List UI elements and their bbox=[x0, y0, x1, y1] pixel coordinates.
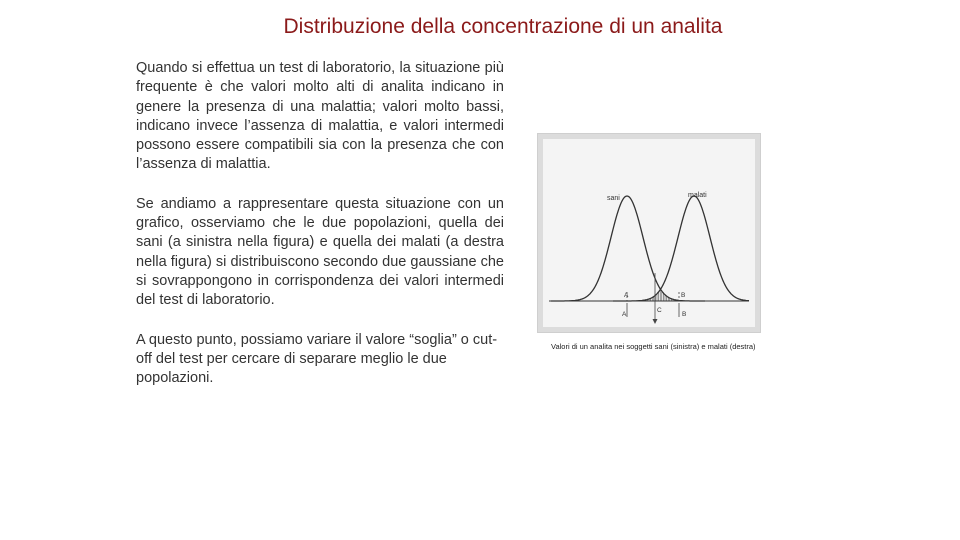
figure-frame bbox=[537, 133, 761, 333]
paragraph-cutoff: A questo punto, possiamo variare il valore “soglia” o cut-off del test per cercare di separare meglio le due popolazioni. bbox=[136, 331, 498, 387]
label-b-upper: B bbox=[681, 292, 686, 299]
gaussian-curves-svg bbox=[543, 139, 755, 327]
paragraph-intro: Quando si effettua un test di laboratorio, la situazione più frequente è che valori molto alti di analita indicano in genere la presenza di una malattia; valori molto bassi, indicano invece l’assenza di malattia, e valori intermedi possono essere compatibili sia con la presenza che con l’assenza di malattia. bbox=[136, 60, 504, 173]
gaussian-figure bbox=[543, 139, 755, 327]
label-healthy: sani bbox=[607, 195, 620, 202]
paragraph-graph: Se andiamo a rappresentare questa situazione con un grafico, osserviamo che le due popolazioni, quella dei sani (a sinistra nella figura) e quella dei malati (a destra nella figura) si distribuiscono secondo due gaussiane che si sovrappongono in corrispondenza dei valori intermedi del test di laboratorio. bbox=[136, 195, 504, 309]
label-sick: malati bbox=[688, 192, 707, 199]
sick-curve bbox=[613, 196, 749, 301]
body-text bbox=[136, 59, 504, 408]
cutoff-arrow-icon bbox=[653, 319, 658, 324]
label-c-lower: C bbox=[657, 307, 662, 314]
label-b-lower: B bbox=[682, 311, 687, 318]
label-a-upper: A bbox=[624, 292, 629, 299]
healthy-curve bbox=[551, 196, 705, 301]
figure-caption: Valori di un analita nei soggetti sani (sinistra) e malati (destra) bbox=[551, 342, 756, 351]
label-a-lower: A bbox=[622, 311, 627, 318]
slide-title: Distribuzione della concentrazione di un analita bbox=[283, 15, 723, 38]
